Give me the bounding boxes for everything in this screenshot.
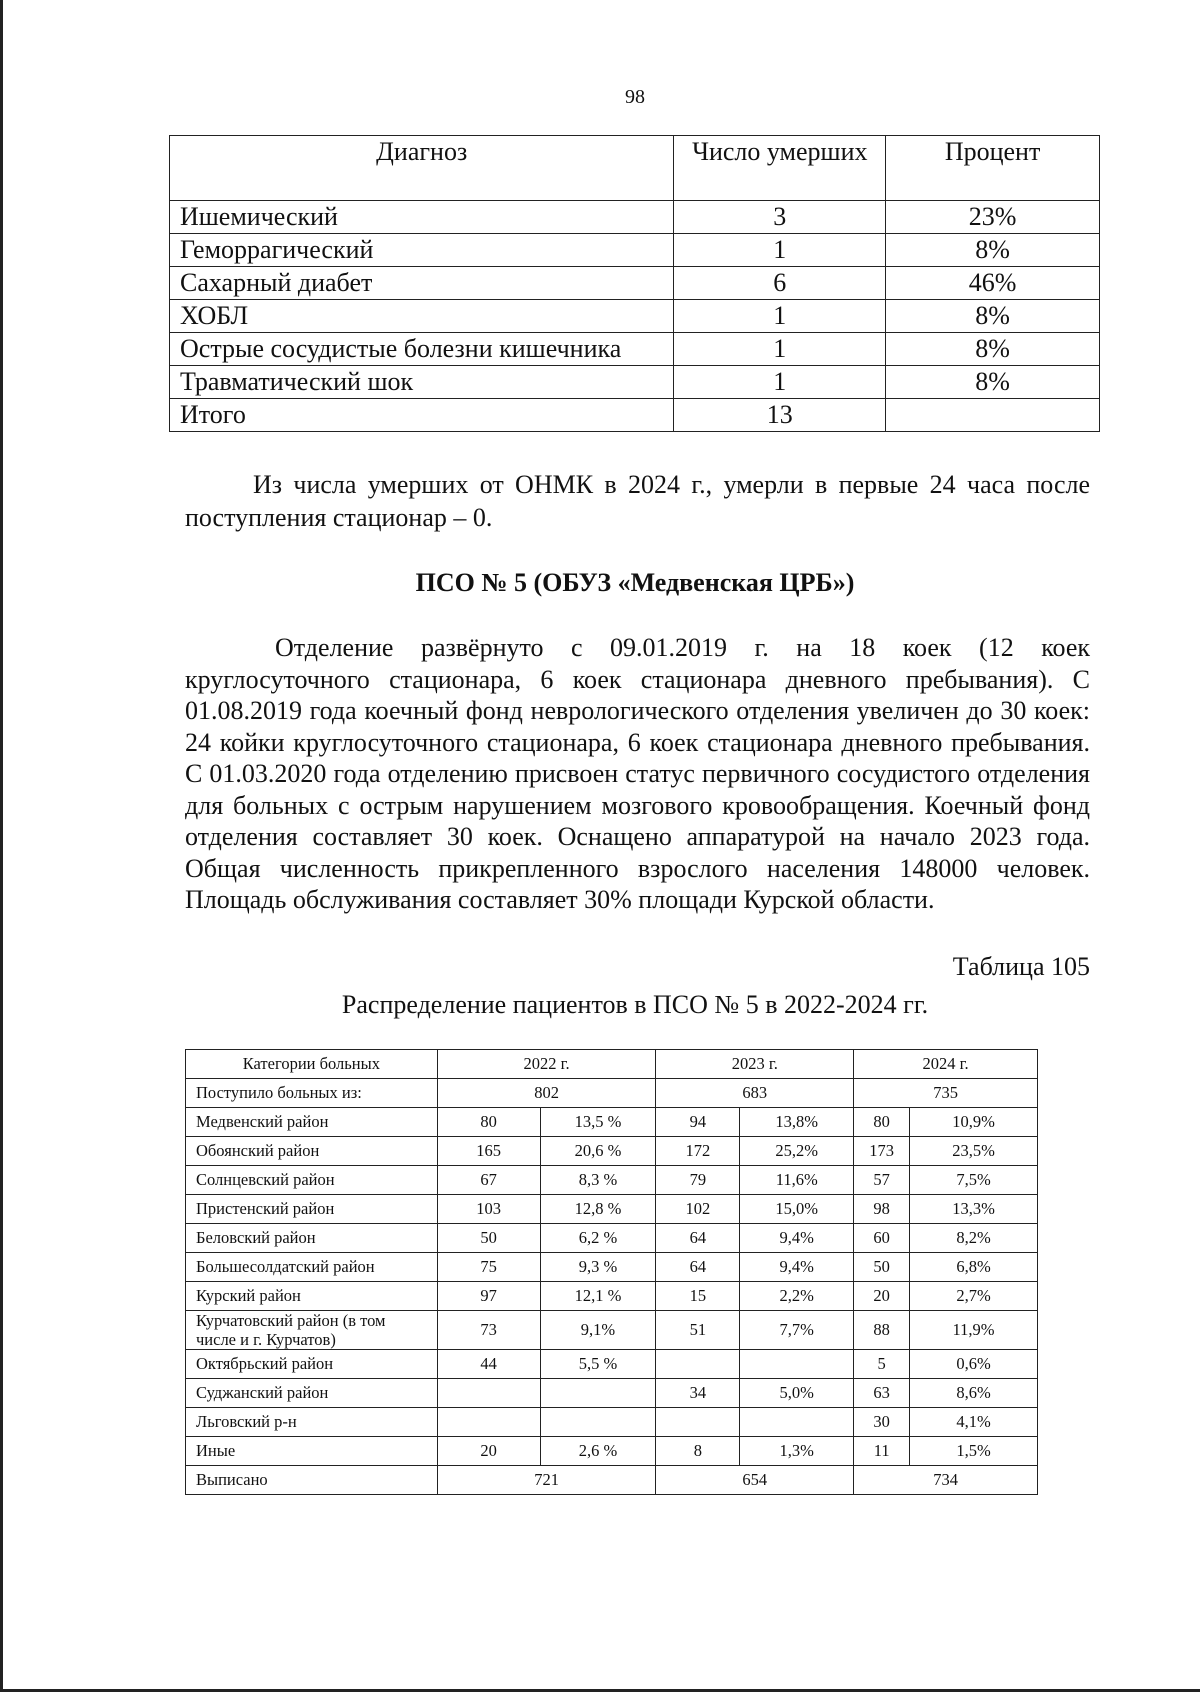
category-cell: Суджанский район	[186, 1379, 438, 1408]
pct-2024-cell: 23,5%	[910, 1137, 1038, 1166]
category-cell: Обоянский район	[186, 1137, 438, 1166]
diagnosis-cell: ХОБЛ	[170, 300, 674, 333]
section-heading: ПСО № 5 (ОБУЗ «Медвенская ЦРБ»)	[415, 568, 855, 597]
count-2022-cell: 103	[437, 1195, 540, 1224]
pct-2022-cell: 5,5 %	[540, 1350, 656, 1379]
count-2023-cell: 51	[656, 1311, 740, 1350]
category-cell: Октябрьский район	[186, 1350, 438, 1379]
table-header-row	[186, 1050, 1038, 1079]
table-row	[186, 1137, 1038, 1166]
diagnosis-cell: Острые сосудистые болезни кишечника	[170, 333, 674, 366]
category-cell: Курчатовский район (в том числе и г. Курчатов)	[186, 1311, 438, 1350]
diagnosis-cell: Сахарный диабет	[170, 267, 674, 300]
count-2023-cell: 102	[656, 1195, 740, 1224]
header-diagnosis: Диагноз	[170, 136, 674, 201]
category-cell: Курский район	[186, 1282, 438, 1311]
table-row	[186, 1282, 1038, 1311]
pct-2024-cell: 1,5%	[910, 1437, 1038, 1466]
table-row	[170, 366, 1100, 399]
pct-2022-cell: 8,3 %	[540, 1166, 656, 1195]
table-row	[170, 300, 1100, 333]
discharged-2022: 721	[437, 1466, 656, 1495]
admitted-2022: 802	[437, 1079, 656, 1108]
count-2024-cell: 173	[854, 1137, 910, 1166]
pct-2024-cell: 6,8%	[910, 1253, 1038, 1282]
pct-2024-cell: 8,2%	[910, 1224, 1038, 1253]
count-2023-cell	[656, 1350, 740, 1379]
deaths-cell: 1	[674, 300, 886, 333]
patient-distribution-table	[185, 1049, 1038, 1495]
count-2024-cell: 98	[854, 1195, 910, 1224]
discharged-2023: 654	[656, 1466, 854, 1495]
count-2023-cell: 64	[656, 1253, 740, 1282]
category-cell: Пристенский район	[186, 1195, 438, 1224]
pct-2023-cell	[740, 1350, 854, 1379]
paragraph-department-description: Отделение развёрнуто с 09.01.2019 г. на 18 коек (12 коек круглосуточного стационара, 6 коек стационара дневного пребывания). С 01.08.2019 года коечный фонд неврологического отделения увеличен до 30 коек: 24 койки круглосуточного стационара, 6 коек стационара дневного пребывания. С 01.03.2020 года отделению присвоен статус первичного сосудистого отделения для больных с острым нарушением мозгового кровообращения. Коечный фонд отделения составляет 30 коек. Оснащено аппаратурой на начало 2023 года. Общая численность прикрепленного взрослого населения 148000 человек. Площадь обслуживания составляет 30% площади Курской области.	[185, 633, 1090, 914]
category-cell: Льговский р-н	[186, 1408, 438, 1437]
pct-2022-cell: 9,1%	[540, 1311, 656, 1350]
count-2024-cell: 11	[854, 1437, 910, 1466]
count-2023-cell: 64	[656, 1224, 740, 1253]
pct-2022-cell: 20,6 %	[540, 1137, 656, 1166]
discharged-label: Выписано	[186, 1466, 438, 1495]
pct-2024-cell: 7,5%	[910, 1166, 1038, 1195]
category-cell: Иные	[186, 1437, 438, 1466]
admitted-label: Поступило больных из:	[186, 1079, 438, 1108]
table-row	[186, 1224, 1038, 1253]
pct-2023-cell: 9,4%	[740, 1253, 854, 1282]
category-cell: Медвенский район	[186, 1108, 438, 1137]
count-2022-cell: 165	[437, 1137, 540, 1166]
deaths-cell: 6	[674, 267, 886, 300]
count-2024-cell: 60	[854, 1224, 910, 1253]
diagnosis-cell: Травматический шок	[170, 366, 674, 399]
pct-2023-cell: 7,7%	[740, 1311, 854, 1350]
diagnosis-cell: Ишемический	[170, 201, 674, 234]
count-2023-cell: 172	[656, 1137, 740, 1166]
deaths-cell: 13	[674, 399, 886, 432]
table-number: Таблица 105	[952, 952, 1090, 981]
header-year-2023: 2023 г.	[656, 1050, 854, 1079]
pct-2023-cell: 11,6%	[740, 1166, 854, 1195]
count-2023-cell	[656, 1408, 740, 1437]
header-year-2024: 2024 г.	[854, 1050, 1038, 1079]
percent-cell: 8%	[886, 300, 1100, 333]
pct-2022-cell: 13,5 %	[540, 1108, 656, 1137]
table-header-row	[170, 136, 1100, 201]
count-2022-cell: 97	[437, 1282, 540, 1311]
count-2022-cell	[437, 1379, 540, 1408]
count-2022-cell	[437, 1408, 540, 1437]
count-2024-cell: 80	[854, 1108, 910, 1137]
category-cell: Солнцевский район	[186, 1166, 438, 1195]
category-cell: Беловский район	[186, 1224, 438, 1253]
count-2024-cell: 57	[854, 1166, 910, 1195]
count-2023-cell: 15	[656, 1282, 740, 1311]
percent-cell: 8%	[886, 366, 1100, 399]
table-row	[170, 267, 1100, 300]
pct-2024-cell: 8,6%	[910, 1379, 1038, 1408]
admitted-2024: 735	[854, 1079, 1038, 1108]
pct-2023-cell: 1,3%	[740, 1437, 854, 1466]
admitted-2023: 683	[656, 1079, 854, 1108]
deaths-cell: 3	[674, 201, 886, 234]
pct-2023-cell: 13,8%	[740, 1108, 854, 1137]
header-categories: Категории больных	[186, 1050, 438, 1079]
header-percent: Процент	[886, 136, 1100, 201]
count-2024-cell: 30	[854, 1408, 910, 1437]
diagnosis-cell: Итого	[170, 399, 674, 432]
pct-2023-cell	[740, 1408, 854, 1437]
table-row	[186, 1195, 1038, 1224]
count-2023-cell: 8	[656, 1437, 740, 1466]
scan-edge-left	[0, 0, 3, 1692]
table-row	[170, 399, 1100, 432]
table-row	[186, 1253, 1038, 1282]
pct-2024-cell: 13,3%	[910, 1195, 1038, 1224]
discharged-row	[186, 1466, 1038, 1495]
pct-2022-cell: 9,3 %	[540, 1253, 656, 1282]
pct-2024-cell: 0,6%	[910, 1350, 1038, 1379]
table-row	[186, 1350, 1038, 1379]
table-row	[170, 201, 1100, 234]
table-row	[186, 1408, 1038, 1437]
table-row	[186, 1311, 1038, 1350]
count-2023-cell: 34	[656, 1379, 740, 1408]
pct-2024-cell: 4,1%	[910, 1408, 1038, 1437]
discharged-2024: 734	[854, 1466, 1038, 1495]
table-row	[186, 1379, 1038, 1408]
deaths-cell: 1	[674, 366, 886, 399]
pct-2022-cell	[540, 1379, 656, 1408]
count-2024-cell: 5	[854, 1350, 910, 1379]
table-caption: Распределение пациентов в ПСО № 5 в 2022-2024 гг.	[341, 990, 929, 1019]
pct-2024-cell: 2,7%	[910, 1282, 1038, 1311]
paragraph-deaths-24h: Из числа умерших от ОНМК в 2024 г., умерли в первые 24 часа после поступления стационар – 0.	[185, 470, 1090, 532]
count-2022-cell: 67	[437, 1166, 540, 1195]
table-row	[186, 1108, 1038, 1137]
count-2024-cell: 63	[854, 1379, 910, 1408]
pct-2022-cell: 12,8 %	[540, 1195, 656, 1224]
admitted-row	[186, 1079, 1038, 1108]
pct-2023-cell: 9,4%	[740, 1224, 854, 1253]
pct-2023-cell: 2,2%	[740, 1282, 854, 1311]
count-2024-cell: 20	[854, 1282, 910, 1311]
diagnosis-cell: Геморрагический	[170, 234, 674, 267]
count-2022-cell: 80	[437, 1108, 540, 1137]
mortality-diagnosis-table	[169, 135, 1100, 432]
pct-2022-cell: 12,1 %	[540, 1282, 656, 1311]
count-2024-cell: 88	[854, 1311, 910, 1350]
count-2022-cell: 73	[437, 1311, 540, 1350]
percent-cell: 8%	[886, 234, 1100, 267]
table-row	[170, 333, 1100, 366]
table-row	[186, 1437, 1038, 1466]
page-number: 98	[625, 86, 645, 108]
pct-2022-cell: 6,2 %	[540, 1224, 656, 1253]
deaths-cell: 1	[674, 234, 886, 267]
count-2022-cell: 75	[437, 1253, 540, 1282]
table-row	[170, 234, 1100, 267]
percent-cell: 46%	[886, 267, 1100, 300]
pct-2024-cell: 10,9%	[910, 1108, 1038, 1137]
deaths-cell: 1	[674, 333, 886, 366]
count-2023-cell: 94	[656, 1108, 740, 1137]
count-2022-cell: 20	[437, 1437, 540, 1466]
count-2023-cell: 79	[656, 1166, 740, 1195]
percent-cell: 23%	[886, 201, 1100, 234]
count-2024-cell: 50	[854, 1253, 910, 1282]
pct-2022-cell: 2,6 %	[540, 1437, 656, 1466]
table-row	[186, 1166, 1038, 1195]
pct-2023-cell: 5,0%	[740, 1379, 854, 1408]
count-2022-cell: 44	[437, 1350, 540, 1379]
pct-2023-cell: 25,2%	[740, 1137, 854, 1166]
header-deaths: Число умерших	[674, 136, 886, 201]
header-year-2022: 2022 г.	[437, 1050, 656, 1079]
count-2022-cell: 50	[437, 1224, 540, 1253]
pct-2024-cell: 11,9%	[910, 1311, 1038, 1350]
pct-2022-cell	[540, 1408, 656, 1437]
percent-cell: 8%	[886, 333, 1100, 366]
percent-cell	[886, 399, 1100, 432]
category-cell: Большесолдатский район	[186, 1253, 438, 1282]
pct-2023-cell: 15,0%	[740, 1195, 854, 1224]
